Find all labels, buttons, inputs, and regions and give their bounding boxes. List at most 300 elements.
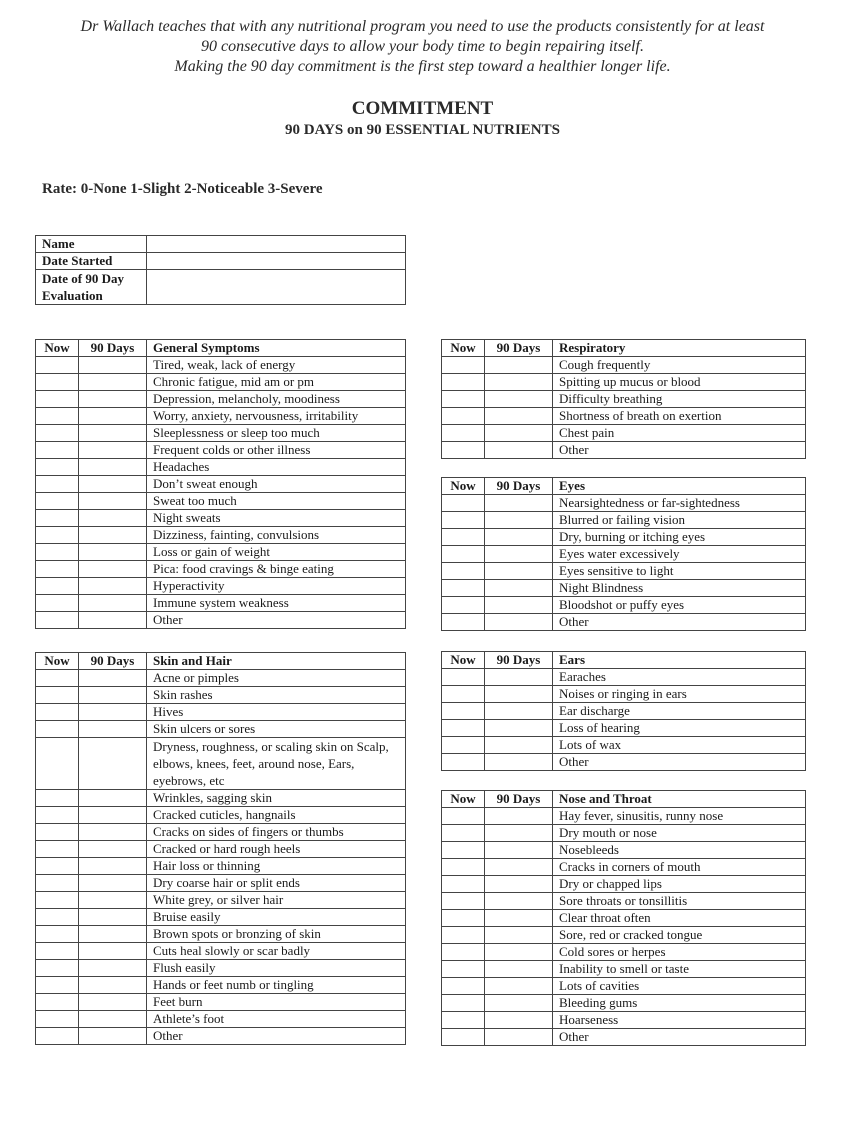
90-days-column-header: 90 Days <box>485 478 553 495</box>
now-rating-cell[interactable] <box>442 529 485 546</box>
symptom-label: Noises or ringing in ears <box>553 686 806 703</box>
symptom-label: Other <box>553 442 806 459</box>
symptom-label: Cough frequently <box>553 357 806 374</box>
symptom-row <box>442 859 806 876</box>
symptom-row <box>36 459 406 476</box>
now-rating-cell[interactable] <box>442 961 485 978</box>
symptom-row <box>36 442 406 459</box>
symptom-label: Worry, anxiety, nervousness, irritability <box>147 408 406 425</box>
90-day-rating-cell[interactable] <box>485 754 553 771</box>
symptom-label: Immune system weakness <box>147 595 406 612</box>
90-day-rating-cell[interactable] <box>79 892 147 909</box>
90-day-rating-cell[interactable] <box>485 686 553 703</box>
header-row <box>442 478 806 495</box>
now-rating-cell[interactable] <box>36 510 79 527</box>
now-rating-cell[interactable] <box>442 495 485 512</box>
symptom-row <box>442 546 806 563</box>
symptom-label: Dry mouth or nose <box>553 825 806 842</box>
now-rating-cell[interactable] <box>36 721 79 738</box>
90-day-rating-cell[interactable] <box>79 977 147 994</box>
90-day-rating-cell[interactable] <box>485 808 553 825</box>
name-field[interactable] <box>147 236 406 253</box>
symptom-row <box>36 510 406 527</box>
symptom-label: Bloodshot or puffy eyes <box>553 597 806 614</box>
90-days-column-header: 90 Days <box>485 652 553 669</box>
90-day-rating-cell[interactable] <box>79 391 147 408</box>
symptom-label: Other <box>147 612 406 629</box>
now-rating-cell[interactable] <box>442 580 485 597</box>
section-title: Ears <box>553 652 806 669</box>
now-rating-cell[interactable] <box>36 578 79 595</box>
symptom-label: Cracked cuticles, hangnails <box>147 807 406 824</box>
now-rating-cell[interactable] <box>36 704 79 721</box>
symptom-row <box>442 391 806 408</box>
symptom-label: Night Blindness <box>553 580 806 597</box>
90-day-rating-cell[interactable] <box>485 825 553 842</box>
now-rating-cell[interactable] <box>442 408 485 425</box>
90-days-column-header: 90 Days <box>485 340 553 357</box>
90-day-rating-cell[interactable] <box>485 927 553 944</box>
90-day-rating-cell[interactable] <box>79 824 147 841</box>
90-day-rating-cell[interactable] <box>79 493 147 510</box>
90-day-rating-cell[interactable] <box>79 527 147 544</box>
now-rating-cell[interactable] <box>36 544 79 561</box>
symptom-label: Hay fever, sinusitis, runny nose <box>553 808 806 825</box>
now-rating-cell[interactable] <box>36 670 79 687</box>
symptom-label: Don’t sweat enough <box>147 476 406 493</box>
symptom-label: Chronic fatigue, mid am or pm <box>147 374 406 391</box>
90-day-rating-cell[interactable] <box>79 943 147 960</box>
symptom-label: Bleeding gums <box>553 995 806 1012</box>
now-rating-cell[interactable] <box>442 686 485 703</box>
page-subtitle: 90 DAYS on 90 ESSENTIAL NUTRIENTS <box>285 122 560 138</box>
symptom-label: Brown spots or bronzing of skin <box>147 926 406 943</box>
symptom-row <box>36 391 406 408</box>
now-rating-cell[interactable] <box>442 720 485 737</box>
symptom-label: Feet burn <box>147 994 406 1011</box>
now-rating-cell[interactable] <box>442 512 485 529</box>
symptom-row <box>442 408 806 425</box>
90-day-rating-cell[interactable] <box>79 960 147 977</box>
header-row <box>36 653 406 670</box>
90-day-rating-cell[interactable] <box>485 944 553 961</box>
symptom-row <box>36 790 406 807</box>
now-rating-cell[interactable] <box>442 614 485 631</box>
90-day-rating-cell[interactable] <box>485 563 553 580</box>
symptom-row <box>442 978 806 995</box>
symptom-label: Lots of wax <box>553 737 806 754</box>
symptom-row <box>36 612 406 629</box>
section-title: Nose and Throat <box>553 791 806 808</box>
90-day-rating-cell[interactable] <box>485 580 553 597</box>
symptom-row <box>442 703 806 720</box>
symptom-row <box>36 670 406 687</box>
now-rating-cell[interactable] <box>36 875 79 892</box>
respiratory-table <box>441 339 806 459</box>
90-day-rating-cell[interactable] <box>79 442 147 459</box>
now-rating-cell[interactable] <box>442 754 485 771</box>
header-row <box>442 652 806 669</box>
symptom-label: Skin rashes <box>147 687 406 704</box>
symptom-label: Dry coarse hair or split ends <box>147 875 406 892</box>
symptom-label: Pica: food cravings & binge eating <box>147 561 406 578</box>
symptom-row <box>36 578 406 595</box>
symptom-label: Shortness of breath on exertion <box>553 408 806 425</box>
evaluation-date-field[interactable] <box>147 270 406 305</box>
symptom-row <box>442 927 806 944</box>
now-rating-cell[interactable] <box>36 357 79 374</box>
symptom-label: Cuts heal slowly or scar badly <box>147 943 406 960</box>
now-rating-cell[interactable] <box>442 995 485 1012</box>
90-days-column-header: 90 Days <box>79 340 147 357</box>
90-day-rating-cell[interactable] <box>485 978 553 995</box>
90-day-rating-cell[interactable] <box>79 994 147 1011</box>
intro-text <box>20 17 825 77</box>
symptom-row <box>442 961 806 978</box>
symptom-label: Frequent colds or other illness <box>147 442 406 459</box>
90-day-rating-cell[interactable] <box>79 595 147 612</box>
symptom-label: Inability to smell or taste <box>553 961 806 978</box>
90-day-rating-cell[interactable] <box>79 357 147 374</box>
symptom-row <box>442 1012 806 1029</box>
symptom-row <box>36 926 406 943</box>
info-table <box>35 235 406 305</box>
now-column-header: Now <box>36 340 79 357</box>
now-rating-cell[interactable] <box>442 825 485 842</box>
90-day-rating-cell[interactable] <box>79 687 147 704</box>
now-rating-cell[interactable] <box>36 909 79 926</box>
symptom-row <box>36 977 406 994</box>
now-rating-cell[interactable] <box>36 977 79 994</box>
name-label: Name <box>36 236 147 253</box>
now-rating-cell[interactable] <box>442 927 485 944</box>
now-rating-cell[interactable] <box>36 595 79 612</box>
90-day-rating-cell[interactable] <box>79 790 147 807</box>
90-day-rating-cell[interactable] <box>485 529 553 546</box>
90-day-rating-cell[interactable] <box>79 704 147 721</box>
90-day-rating-cell[interactable] <box>79 374 147 391</box>
date-started-field[interactable] <box>147 253 406 270</box>
now-rating-cell[interactable] <box>442 910 485 927</box>
now-rating-cell[interactable] <box>442 1012 485 1029</box>
section-title: General Symptoms <box>147 340 406 357</box>
90-day-rating-cell[interactable] <box>485 546 553 563</box>
section-title: Respiratory <box>553 340 806 357</box>
now-rating-cell[interactable] <box>442 944 485 961</box>
header-row <box>36 340 406 357</box>
now-rating-cell[interactable] <box>442 808 485 825</box>
now-rating-cell[interactable] <box>36 790 79 807</box>
symptom-label: Bruise easily <box>147 909 406 926</box>
90-day-rating-cell[interactable] <box>485 597 553 614</box>
rating-scale: Rate: 0-None 1-Slight 2-Noticeable 3-Severe <box>42 181 323 197</box>
90-day-rating-cell[interactable] <box>485 391 553 408</box>
info-row-date-started <box>36 253 406 270</box>
symptom-label: Clear throat often <box>553 910 806 927</box>
symptom-row <box>442 876 806 893</box>
now-rating-cell[interactable] <box>36 841 79 858</box>
now-column-header: Now <box>442 652 485 669</box>
symptom-row <box>442 1029 806 1046</box>
90-day-rating-cell[interactable] <box>79 510 147 527</box>
90-day-rating-cell[interactable] <box>485 512 553 529</box>
section-title: Eyes <box>553 478 806 495</box>
90-day-rating-cell[interactable] <box>485 995 553 1012</box>
now-rating-cell[interactable] <box>442 391 485 408</box>
symptom-row <box>442 808 806 825</box>
symptom-row <box>36 1011 406 1028</box>
symptom-row <box>36 704 406 721</box>
symptom-row <box>442 825 806 842</box>
symptom-row <box>442 754 806 771</box>
date-started-label: Date Started <box>36 253 147 270</box>
symptom-label: Sleeplessness or sleep too much <box>147 425 406 442</box>
symptom-row <box>442 720 806 737</box>
90-day-rating-cell[interactable] <box>485 669 553 686</box>
now-rating-cell[interactable] <box>442 703 485 720</box>
symptom-row <box>36 561 406 578</box>
symptom-label: Blurred or failing vision <box>553 512 806 529</box>
90-day-rating-cell[interactable] <box>485 737 553 754</box>
symptom-row <box>442 442 806 459</box>
now-rating-cell[interactable] <box>442 859 485 876</box>
now-rating-cell[interactable] <box>442 357 485 374</box>
symptom-label: Athlete’s foot <box>147 1011 406 1028</box>
evaluation-date-label <box>36 270 147 305</box>
intro-line-1: Dr Wallach teaches that with any nutritional program you need to use the products consistently for at least <box>80 18 765 35</box>
symptom-label: Tired, weak, lack of energy <box>147 357 406 374</box>
90-days-column-header: 90 Days <box>485 791 553 808</box>
now-rating-cell[interactable] <box>36 476 79 493</box>
symptom-label: Sweat too much <box>147 493 406 510</box>
90-day-rating-cell[interactable] <box>79 425 147 442</box>
90-day-rating-cell[interactable] <box>79 807 147 824</box>
symptom-row <box>442 597 806 614</box>
symptom-label: White grey, or silver hair <box>147 892 406 909</box>
90-day-rating-cell[interactable] <box>79 926 147 943</box>
symptom-row <box>36 875 406 892</box>
symptom-row <box>442 893 806 910</box>
now-column-header: Now <box>442 791 485 808</box>
symptom-label: Sore, red or cracked tongue <box>553 927 806 944</box>
90-day-rating-cell[interactable] <box>485 842 553 859</box>
eyes-table <box>441 477 806 631</box>
90-day-rating-cell[interactable] <box>79 875 147 892</box>
symptom-label: Eyes sensitive to light <box>553 563 806 580</box>
90-day-rating-cell[interactable] <box>79 459 147 476</box>
symptom-row <box>442 495 806 512</box>
symptom-label: Cold sores or herpes <box>553 944 806 961</box>
90-day-rating-cell[interactable] <box>485 893 553 910</box>
symptom-row <box>442 580 806 597</box>
now-rating-cell[interactable] <box>36 459 79 476</box>
header-row <box>442 340 806 357</box>
symptom-row <box>36 960 406 977</box>
symptom-label: Ear discharge <box>553 703 806 720</box>
symptom-row <box>36 687 406 704</box>
symptom-label: Cracks on sides of fingers or thumbs <box>147 824 406 841</box>
symptom-label: Spitting up mucus or blood <box>553 374 806 391</box>
symptom-label: Headaches <box>147 459 406 476</box>
header-row <box>442 791 806 808</box>
symptom-label: Nearsightedness or far-sightedness <box>553 495 806 512</box>
90-day-rating-cell[interactable] <box>485 1029 553 1046</box>
90-day-rating-cell[interactable] <box>79 738 147 790</box>
symptom-row <box>36 994 406 1011</box>
now-rating-cell[interactable] <box>442 737 485 754</box>
symptom-row <box>442 842 806 859</box>
90-day-rating-cell[interactable] <box>79 721 147 738</box>
90-day-rating-cell[interactable] <box>79 544 147 561</box>
now-column-header: Now <box>442 478 485 495</box>
symptom-label: Cracks in corners of mouth <box>553 859 806 876</box>
90-day-rating-cell[interactable] <box>485 408 553 425</box>
symptom-row <box>36 943 406 960</box>
90-day-rating-cell[interactable] <box>79 612 147 629</box>
90-day-rating-cell[interactable] <box>485 859 553 876</box>
intro-line-3: Making the 90 day commitment is the first step toward a healthier longer life. <box>174 58 671 75</box>
evaluation-label-line-1: Date of 90 Day <box>42 271 124 286</box>
symptom-label: Hoarseness <box>553 1012 806 1029</box>
info-row-evaluation <box>36 270 406 305</box>
now-rating-cell[interactable] <box>442 893 485 910</box>
symptom-label: Flush easily <box>147 960 406 977</box>
90-day-rating-cell[interactable] <box>79 670 147 687</box>
now-rating-cell[interactable] <box>442 597 485 614</box>
symptom-row <box>442 529 806 546</box>
now-rating-cell[interactable] <box>36 807 79 824</box>
now-rating-cell[interactable] <box>36 1011 79 1028</box>
90-day-rating-cell[interactable] <box>485 442 553 459</box>
symptom-row <box>442 669 806 686</box>
intro-line-2: 90 consecutive days to allow your body time to begin repairing itself. <box>201 38 644 55</box>
symptom-label: Difficulty breathing <box>553 391 806 408</box>
symptom-label: Dryness, roughness, or scaling skin on Scalp, elbows, knees, feet, around nose, Ears, eyebrows, etc <box>147 738 406 790</box>
now-rating-cell[interactable] <box>36 612 79 629</box>
symptom-row <box>442 944 806 961</box>
ears-table <box>441 651 806 771</box>
symptom-row <box>36 374 406 391</box>
symptom-row <box>442 910 806 927</box>
symptom-row <box>36 476 406 493</box>
symptom-label: Dizziness, fainting, convulsions <box>147 527 406 544</box>
symptom-row <box>442 512 806 529</box>
now-rating-cell[interactable] <box>442 374 485 391</box>
symptom-label: Earaches <box>553 669 806 686</box>
now-rating-cell[interactable] <box>36 374 79 391</box>
now-rating-cell[interactable] <box>36 493 79 510</box>
now-rating-cell[interactable] <box>36 408 79 425</box>
symptom-row <box>36 527 406 544</box>
symptom-row <box>442 563 806 580</box>
symptom-label: Acne or pimples <box>147 670 406 687</box>
symptom-row <box>36 858 406 875</box>
90-day-rating-cell[interactable] <box>79 909 147 926</box>
symptom-label: Other <box>147 1028 406 1045</box>
symptom-label: Night sweats <box>147 510 406 527</box>
now-rating-cell[interactable] <box>442 425 485 442</box>
symptom-label: Cracked or hard rough heels <box>147 841 406 858</box>
symptom-label: Other <box>553 614 806 631</box>
now-rating-cell[interactable] <box>36 442 79 459</box>
now-rating-cell[interactable] <box>442 563 485 580</box>
90-day-rating-cell[interactable] <box>79 408 147 425</box>
symptom-row <box>36 909 406 926</box>
now-rating-cell[interactable] <box>36 858 79 875</box>
90-day-rating-cell[interactable] <box>485 495 553 512</box>
now-column-header: Now <box>36 653 79 670</box>
symptom-label: Nosebleeds <box>553 842 806 859</box>
now-rating-cell[interactable] <box>442 442 485 459</box>
90-day-rating-cell[interactable] <box>485 1012 553 1029</box>
90-day-rating-cell[interactable] <box>485 357 553 374</box>
now-rating-cell[interactable] <box>442 546 485 563</box>
now-rating-cell[interactable] <box>442 876 485 893</box>
section-title: Skin and Hair <box>147 653 406 670</box>
symptom-label: Wrinkles, sagging skin <box>147 790 406 807</box>
now-rating-cell[interactable] <box>36 994 79 1011</box>
symptom-label: Hives <box>147 704 406 721</box>
now-rating-cell[interactable] <box>442 978 485 995</box>
90-day-rating-cell[interactable] <box>79 476 147 493</box>
90-day-rating-cell[interactable] <box>79 1028 147 1045</box>
symptom-row <box>442 995 806 1012</box>
now-rating-cell[interactable] <box>36 391 79 408</box>
90-day-rating-cell[interactable] <box>485 425 553 442</box>
now-rating-cell[interactable] <box>442 842 485 859</box>
90-day-rating-cell[interactable] <box>79 1011 147 1028</box>
now-rating-cell[interactable] <box>36 527 79 544</box>
symptom-row <box>36 595 406 612</box>
90-day-rating-cell[interactable] <box>485 961 553 978</box>
symptom-row <box>36 357 406 374</box>
90-day-rating-cell[interactable] <box>485 614 553 631</box>
90-day-rating-cell[interactable] <box>485 876 553 893</box>
symptom-label: Chest pain <box>553 425 806 442</box>
90-day-rating-cell[interactable] <box>485 910 553 927</box>
90-day-rating-cell[interactable] <box>79 841 147 858</box>
now-rating-cell[interactable] <box>442 1029 485 1046</box>
90-day-rating-cell[interactable] <box>79 858 147 875</box>
symptom-row <box>36 807 406 824</box>
now-rating-cell[interactable] <box>36 1028 79 1045</box>
symptom-row <box>442 374 806 391</box>
now-rating-cell[interactable] <box>36 687 79 704</box>
90-day-rating-cell[interactable] <box>485 720 553 737</box>
symptom-label: Eyes water excessively <box>553 546 806 563</box>
now-rating-cell[interactable] <box>36 824 79 841</box>
now-rating-cell[interactable] <box>36 738 79 790</box>
now-rating-cell[interactable] <box>36 960 79 977</box>
now-rating-cell[interactable] <box>36 425 79 442</box>
symptom-row <box>36 892 406 909</box>
symptom-label: Dry or chapped lips <box>553 876 806 893</box>
90-day-rating-cell[interactable] <box>485 703 553 720</box>
now-rating-cell[interactable] <box>36 926 79 943</box>
symptom-label: Loss or gain of weight <box>147 544 406 561</box>
symptom-row <box>442 737 806 754</box>
now-rating-cell[interactable] <box>36 943 79 960</box>
now-rating-cell[interactable] <box>36 892 79 909</box>
symptom-label: Lots of cavities <box>553 978 806 995</box>
now-rating-cell[interactable] <box>442 669 485 686</box>
now-rating-cell[interactable] <box>36 561 79 578</box>
symptom-label: Dry, burning or itching eyes <box>553 529 806 546</box>
symptom-row <box>442 614 806 631</box>
90-day-rating-cell[interactable] <box>79 561 147 578</box>
90-day-rating-cell[interactable] <box>79 578 147 595</box>
90-day-rating-cell[interactable] <box>485 374 553 391</box>
